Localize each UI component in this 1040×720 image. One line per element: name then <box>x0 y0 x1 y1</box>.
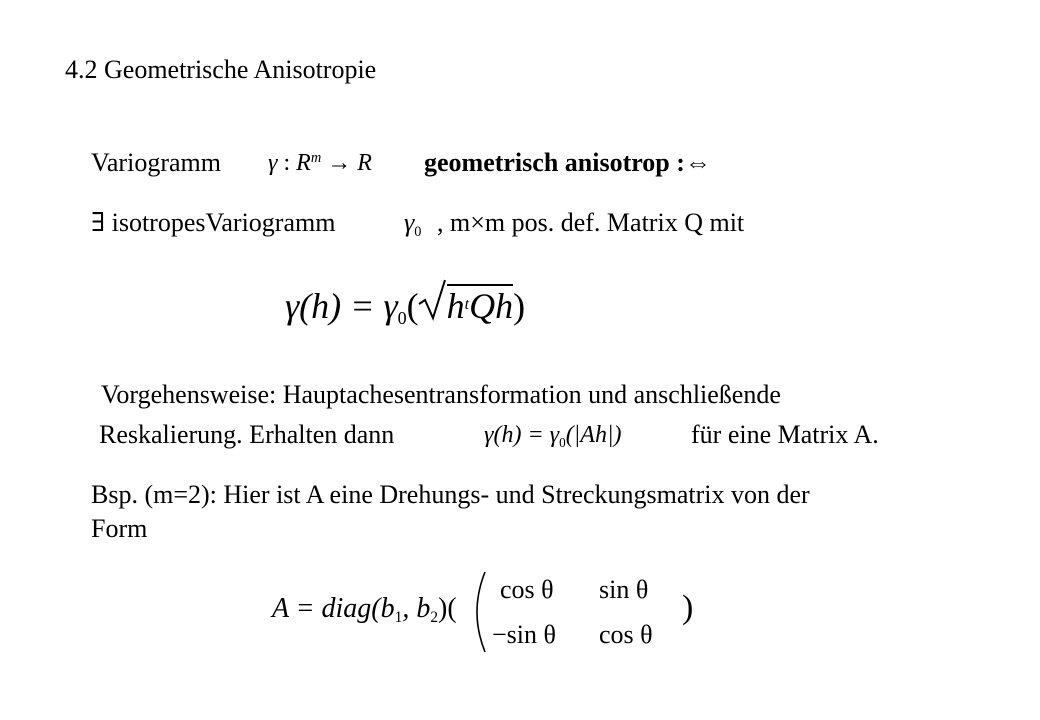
subscript-zero: 0 <box>397 308 407 329</box>
matrix-cell-12: sin θ <box>599 575 649 604</box>
subscript-one: 1 <box>394 609 403 627</box>
close-paren: ) <box>513 286 526 326</box>
example-line-a: Bsp. (m=2): Hier ist A eine Drehungs- und Streckungsmatrix von der <box>91 480 810 509</box>
square-root <box>419 284 513 334</box>
subscript-two: 2 <box>430 609 439 627</box>
close-open-paren: )( <box>438 593 457 624</box>
exists-symbol: ∃ <box>91 208 106 237</box>
subscript-zero: 0 <box>559 434 566 450</box>
gamma-zero-formula <box>404 208 421 242</box>
qh-term: Qh <box>469 286 514 326</box>
definition-term: geometrisch anisotrop :⇔ <box>424 148 711 177</box>
formula-rest: (|Ah|) <box>565 422 622 448</box>
variogram-mapping-formula <box>268 148 372 181</box>
gamma-symbol: γ <box>404 208 415 237</box>
matrix-equation-lhs <box>272 594 457 628</box>
colon: : <box>277 150 297 176</box>
procedure-line-b-start: Reskalierung. Erhalten dann <box>99 420 395 449</box>
matrix-right-paren: ) <box>682 589 694 626</box>
matrix-cell-21: −sin θ <box>492 620 556 649</box>
dimension-m: m <box>310 150 322 167</box>
existence-line <box>91 208 335 238</box>
rescaled-formula <box>484 420 622 453</box>
matrix-cell-11: cos θ <box>500 575 554 604</box>
example-line-b: Form <box>91 514 148 543</box>
isotropic-variogram-text: isotropesVariogramm <box>111 208 336 237</box>
sqrt-icon <box>417 278 447 322</box>
arrow-symbol: → <box>321 150 358 176</box>
lhs-b2: , b <box>402 593 431 624</box>
equation-lhs: γ(h) = γ <box>285 286 398 326</box>
gamma-symbol: γ <box>268 150 278 176</box>
procedure-line-a: Vorgehensweise: Hauptachesentransformation und anschließende <box>101 380 781 409</box>
matrix-condition-text: , m×m pos. def. Matrix Q mit <box>437 208 745 237</box>
anisotropy-equation <box>285 284 525 334</box>
lhs-a: A = diag(b <box>272 593 395 624</box>
open-paren: ( <box>406 286 419 326</box>
variogram-label: Variogramm <box>91 148 221 177</box>
matrix-left-paren-icon <box>467 570 491 654</box>
codomain-r: R <box>357 150 372 176</box>
page-title: 4.2 Geometrische Anisotropie <box>65 55 377 84</box>
domain-r: R <box>296 150 311 176</box>
vector-h: h <box>446 286 465 326</box>
formula-lhs: γ(h) = γ <box>484 422 560 448</box>
matrix-cell-22: cos θ <box>599 620 653 649</box>
transpose-t: t <box>464 296 470 314</box>
subscript-zero: 0 <box>414 224 422 240</box>
procedure-line-b-end: für eine Matrix A. <box>691 420 879 449</box>
